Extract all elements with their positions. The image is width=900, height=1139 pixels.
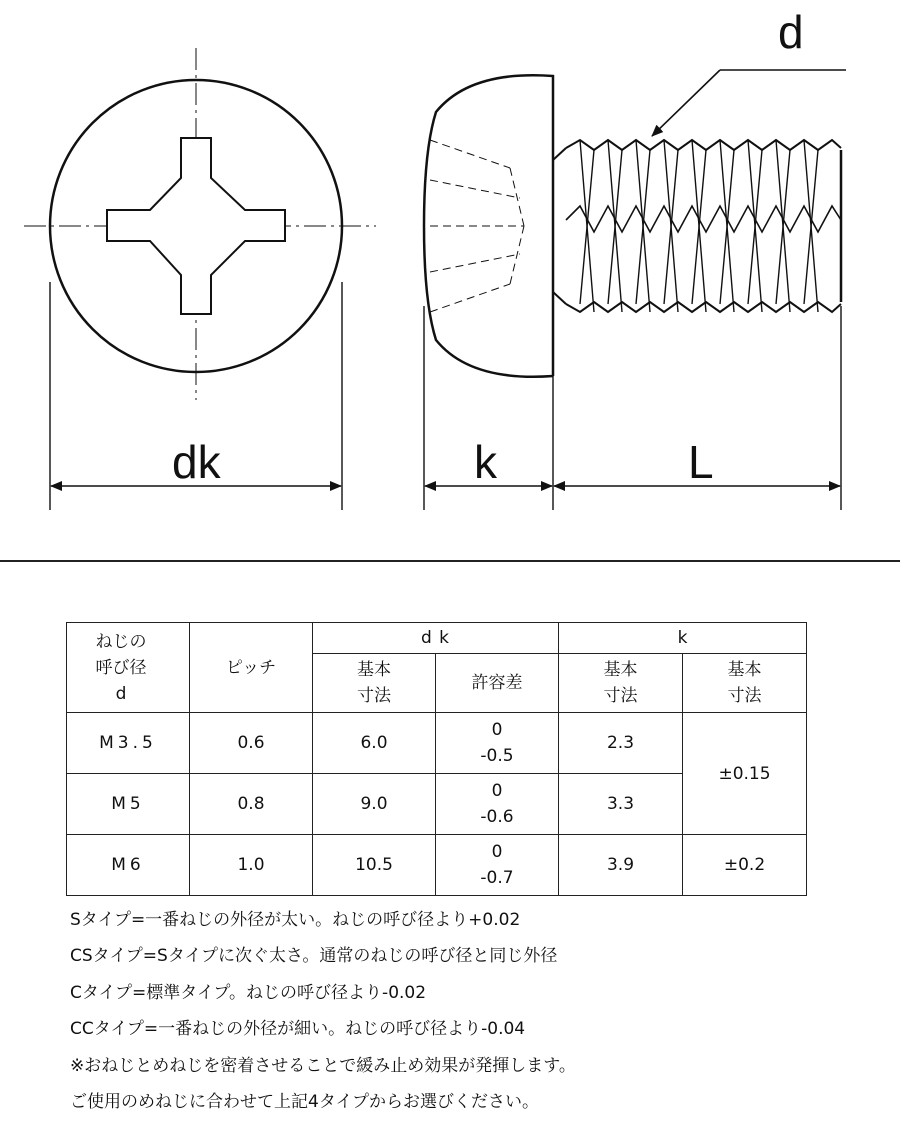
header-dk-basic: 基本 寸法 bbox=[313, 654, 436, 713]
cell-dk-tolerance: 0 -0.6 bbox=[436, 774, 559, 835]
screw-side-view bbox=[424, 70, 846, 377]
section-divider bbox=[0, 560, 900, 562]
cell-pitch: 0.8 bbox=[190, 774, 313, 835]
cell-k: 3.3 bbox=[559, 774, 683, 835]
note-selection: ご使用のめねじに合わせて上記4タイプからお選びください。 bbox=[70, 1091, 539, 1112]
header-group-k: k bbox=[559, 623, 807, 654]
cell-pitch: 1.0 bbox=[190, 835, 313, 896]
cell-size: M5 bbox=[67, 774, 190, 835]
header-group-dk: d k bbox=[313, 623, 559, 654]
cell-dk: 6.0 bbox=[313, 713, 436, 774]
cell-k-tolerance: ±0.15 bbox=[683, 713, 807, 835]
notes-list bbox=[70, 902, 870, 1120]
phillips-recess-icon bbox=[107, 138, 285, 314]
note-cs-type: CSタイプ=Sタイプに次ぐ太さ。通常のねじの呼び径と同じ外径 bbox=[70, 946, 558, 967]
cell-size: M6 bbox=[67, 835, 190, 896]
cell-k: 2.3 bbox=[559, 713, 683, 774]
screw-technical-drawing bbox=[0, 0, 900, 560]
table-row bbox=[67, 835, 807, 896]
header-nominal-diameter: ねじの 呼び径 d bbox=[67, 623, 190, 713]
cell-pitch: 0.6 bbox=[190, 713, 313, 774]
header-k-tolerance: 基本 寸法 bbox=[683, 654, 807, 713]
label-L: L bbox=[688, 436, 714, 488]
cell-dk: 9.0 bbox=[313, 774, 436, 835]
dimension-lines bbox=[50, 282, 841, 510]
dimension-table bbox=[66, 622, 807, 896]
cell-size: M3.5 bbox=[67, 713, 190, 774]
header-pitch: ピッチ bbox=[190, 623, 313, 713]
cell-dk-tolerance: 0 -0.5 bbox=[436, 713, 559, 774]
cell-dk-tolerance: 0 -0.7 bbox=[436, 835, 559, 896]
cell-k-tolerance: ±0.2 bbox=[683, 835, 807, 896]
header-k-basic: 基本 寸法 bbox=[559, 654, 683, 713]
label-k: k bbox=[474, 436, 497, 488]
cell-dk: 10.5 bbox=[313, 835, 436, 896]
label-dk: dk bbox=[172, 436, 221, 488]
note-c-type: Cタイプ=標準タイプ。ねじの呼び径より-0.02 bbox=[70, 982, 427, 1003]
label-d: d bbox=[778, 6, 804, 58]
head-top-view bbox=[24, 48, 376, 400]
header-dk-tolerance: 許容差 bbox=[436, 654, 559, 713]
table-row bbox=[67, 713, 807, 774]
note-cc-type: CCタイプ=一番ねじの外径が細い。ねじの呼び径より-0.04 bbox=[70, 1019, 526, 1040]
note-locking-effect: ※おねじとめねじを密着させることで緩み止め効果が発揮します。 bbox=[70, 1055, 576, 1076]
note-s-type: Sタイプ=一番ねじの外径が太い。ねじの呼び径より+0.02 bbox=[70, 910, 521, 930]
cell-k: 3.9 bbox=[559, 835, 683, 896]
